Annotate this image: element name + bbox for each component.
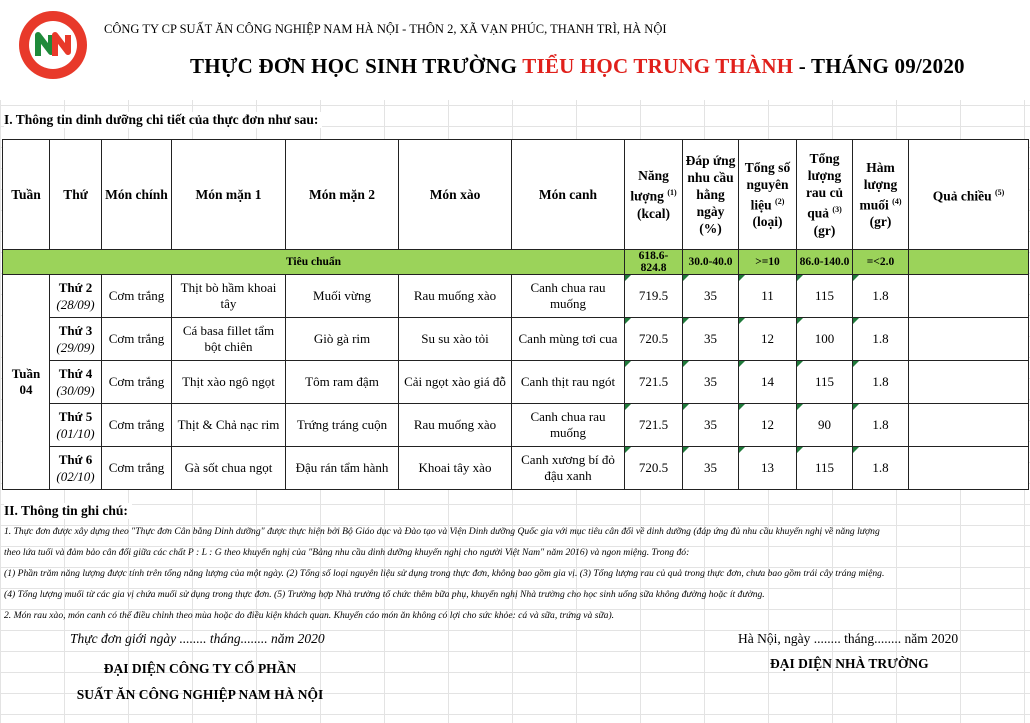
standard-row bbox=[3, 250, 1029, 275]
veg-cell: 90 bbox=[797, 404, 853, 447]
salty2-cell: Muối vừng bbox=[286, 275, 399, 318]
note-line: (1) Phần trăm năng lượng được tính trên tổng năng lượng của một ngày. (2) Tổng số loại nguyên liệu sử dụng trong thực đơn, không bao gồm gia vị. (3) Tổng lượng rau củ quả trong thực đơn, chưa bao gồm trái cây tráng miệng. bbox=[4, 568, 885, 579]
veg-cell: 115 bbox=[797, 361, 853, 404]
standard-energy: 618.6-824.8 bbox=[625, 250, 683, 275]
page-header bbox=[0, 0, 1030, 100]
main-cell: Cơm trắng bbox=[102, 404, 172, 447]
veg-cell: 115 bbox=[797, 447, 853, 490]
col-response: Đáp ứng nhu cầu hằng ngày (%) bbox=[683, 140, 739, 250]
note-line: theo lứa tuổi và đảm bảo cân đối giữa các chất P : L : G theo khuyến nghị của "Bảng nhu cầu dinh dưỡng khuyến nghị cho người Việt Nam" năm 2016) và ngon miệng. Trong đó: bbox=[4, 547, 690, 558]
note-line: 2. Món rau xào, món canh có thể điều chỉnh theo mùa hoặc do điều kiện khách quan. Khuyến cáo món ăn không có lợi cho sức khỏe: cá và sữa, trứng và sữa). bbox=[4, 610, 615, 621]
main-cell: Cơm trắng bbox=[102, 361, 172, 404]
col-energy: Năng lượng $^{(1)}$ (kcal) bbox=[625, 140, 683, 250]
salty2-cell: Giò gà rim bbox=[286, 318, 399, 361]
stirfry-cell: Khoai tây xào bbox=[399, 447, 512, 490]
table-row bbox=[3, 318, 1029, 361]
day-cell: Thứ 6 (02/10) bbox=[50, 447, 102, 490]
energy-cell: 720.5 bbox=[625, 447, 683, 490]
dessert-cell bbox=[909, 361, 1029, 404]
veg-cell: 100 bbox=[797, 318, 853, 361]
dessert-cell bbox=[909, 404, 1029, 447]
standard-veg: 86.0-140.0 bbox=[797, 250, 853, 275]
day-cell: Thứ 2 (28/09) bbox=[50, 275, 102, 318]
col-salt: Hàm lượng muối $^{(4)}$ (gr) bbox=[853, 140, 909, 250]
dessert-cell bbox=[909, 447, 1029, 490]
energy-cell: 721.5 bbox=[625, 361, 683, 404]
salty2-cell: Trứng tráng cuộn bbox=[286, 404, 399, 447]
salty1-cell: Cá basa fillet tẩm bột chiên bbox=[172, 318, 286, 361]
response-cell: 35 bbox=[683, 318, 739, 361]
note-line: 1. Thực đơn được xây dựng theo "Thực đơn Cân bằng Dinh dưỡng" được thực hiện bởi Bộ Giáo dục và Đào tạo và Viện Dinh dưỡng Quốc gia với mục tiêu cân đối về dinh dưỡng (đáp ứng đủ nhu cầu khuyến nghị về năng lượng bbox=[4, 526, 880, 537]
response-cell: 35 bbox=[683, 404, 739, 447]
section2-heading: II. Thông tin ghi chú: bbox=[4, 503, 132, 519]
salty2-cell: Đậu rán tẩm hành bbox=[286, 447, 399, 490]
veg-cell: 115 bbox=[797, 275, 853, 318]
page-title: THỰC ĐƠN HỌC SINH TRƯỜNG TIỂU HỌC TRUNG THÀNH - THÁNG 09/2020 bbox=[190, 54, 965, 78]
standard-label: Tiêu chuẩn bbox=[3, 250, 625, 275]
soup-cell: Canh chua rau muống bbox=[512, 404, 625, 447]
response-cell: 35 bbox=[683, 361, 739, 404]
day-cell: Thứ 4 (30/09) bbox=[50, 361, 102, 404]
salty1-cell: Gà sốt chua ngọt bbox=[172, 447, 286, 490]
standard-salt: =<2.0 bbox=[853, 250, 909, 275]
dessert-cell bbox=[909, 275, 1029, 318]
salty1-cell: Thịt & Chả nạc rim bbox=[172, 404, 286, 447]
salt-cell: 1.8 bbox=[853, 361, 909, 404]
soup-cell: Canh thịt rau ngót bbox=[512, 361, 625, 404]
stirfry-cell: Rau muống xào bbox=[399, 275, 512, 318]
day-cell: Thứ 3 (29/09) bbox=[50, 318, 102, 361]
salt-cell: 1.8 bbox=[853, 404, 909, 447]
salty1-cell: Thịt bò hầm khoai tây bbox=[172, 275, 286, 318]
main-cell: Cơm trắng bbox=[102, 318, 172, 361]
col-day: Thứ bbox=[50, 140, 102, 250]
col-main: Món chính bbox=[102, 140, 172, 250]
ingredients-cell: 12 bbox=[739, 404, 797, 447]
salt-cell: 1.8 bbox=[853, 275, 909, 318]
company-name: CÔNG TY CP SUẤT ĂN CÔNG NGHIỆP NAM HÀ NỘI - THÔN 2, XÃ VẠN PHÚC, THANH TRÌ, HÀ NỘI bbox=[104, 22, 667, 36]
section1-heading: I. Thông tin dinh dưỡng chi tiết của thực đơn như sau: bbox=[4, 112, 322, 128]
response-cell: 35 bbox=[683, 275, 739, 318]
col-dessert: Quả chiều $^{(5)}$ bbox=[909, 140, 1029, 250]
table-header bbox=[3, 140, 1029, 250]
ingredients-cell: 14 bbox=[739, 361, 797, 404]
day-cell: Thứ 5 (01/10) bbox=[50, 404, 102, 447]
soup-cell: Canh chua rau muống bbox=[512, 275, 625, 318]
salt-cell: 1.8 bbox=[853, 318, 909, 361]
dessert-cell bbox=[909, 318, 1029, 361]
notes-block bbox=[4, 521, 1024, 626]
col-ingredients: Tổng số nguyên liệu $^{(2)}$ (loại) bbox=[739, 140, 797, 250]
school-representative: ĐẠI DIỆN NHÀ TRƯỜNG bbox=[770, 656, 929, 671]
col-veg: Tổng lượng rau củ quả $^{(3)}$ (gr) bbox=[797, 140, 853, 250]
company-representative: ĐẠI DIỆN CÔNG TY CỔ PHẦN SUẤT ĂN CÔNG NGHIỆP NAM HÀ NỘI bbox=[76, 661, 324, 702]
energy-cell: 720.5 bbox=[625, 318, 683, 361]
menu-given-date: Thực đơn giới ngày ........ tháng........ năm 2020 bbox=[70, 631, 325, 646]
menu-table bbox=[2, 139, 1029, 490]
col-salty2: Món mặn 2 bbox=[286, 140, 399, 250]
table-row bbox=[3, 361, 1029, 404]
stirfry-cell: Rau muống xào bbox=[399, 404, 512, 447]
school-name: TIỂU HỌC TRUNG THÀNH bbox=[522, 54, 794, 78]
col-salty1: Món mặn 1 bbox=[172, 140, 286, 250]
signing-date: Hà Nội, ngày ........ tháng........ năm 2020 bbox=[738, 631, 959, 646]
salt-cell: 1.8 bbox=[853, 447, 909, 490]
col-week: Tuần bbox=[3, 140, 50, 250]
stirfry-cell: Cải ngọt xào giá đỗ bbox=[399, 361, 512, 404]
standard-response: 30.0-40.0 bbox=[683, 250, 739, 275]
table-row bbox=[3, 275, 1029, 318]
col-soup: Món canh bbox=[512, 140, 625, 250]
standard-dessert bbox=[909, 250, 1029, 275]
stirfry-cell: Su su xào tỏi bbox=[399, 318, 512, 361]
salty1-cell: Thịt xào ngô ngọt bbox=[172, 361, 286, 404]
main-cell: Cơm trắng bbox=[102, 275, 172, 318]
main-cell: Cơm trắng bbox=[102, 447, 172, 490]
standard-ingredients: >=10 bbox=[739, 250, 797, 275]
table-row bbox=[3, 447, 1029, 490]
soup-cell: Canh xương bí đỏ đậu xanh bbox=[512, 447, 625, 490]
table-row bbox=[3, 404, 1029, 447]
soup-cell: Canh mùng tơi cua bbox=[512, 318, 625, 361]
energy-cell: 719.5 bbox=[625, 275, 683, 318]
week-label: Tuần 04 bbox=[3, 275, 50, 490]
energy-cell: 721.5 bbox=[625, 404, 683, 447]
note-line: (4) Tổng lượng muối từ các gia vị chứa muối sử dụng trong thực đơn. (5) Trường hợp Nhà trường tổ chức thêm bữa phụ, khuyến nghị Nhà trường cho học sinh uống sữa không đường hoặc ít đường. bbox=[4, 589, 765, 600]
ingredients-cell: 11 bbox=[739, 275, 797, 318]
response-cell: 35 bbox=[683, 447, 739, 490]
salty2-cell: Tôm ram đậm bbox=[286, 361, 399, 404]
company-logo bbox=[18, 10, 88, 80]
ingredients-cell: 13 bbox=[739, 447, 797, 490]
col-stirfry: Món xào bbox=[399, 140, 512, 250]
ingredients-cell: 12 bbox=[739, 318, 797, 361]
